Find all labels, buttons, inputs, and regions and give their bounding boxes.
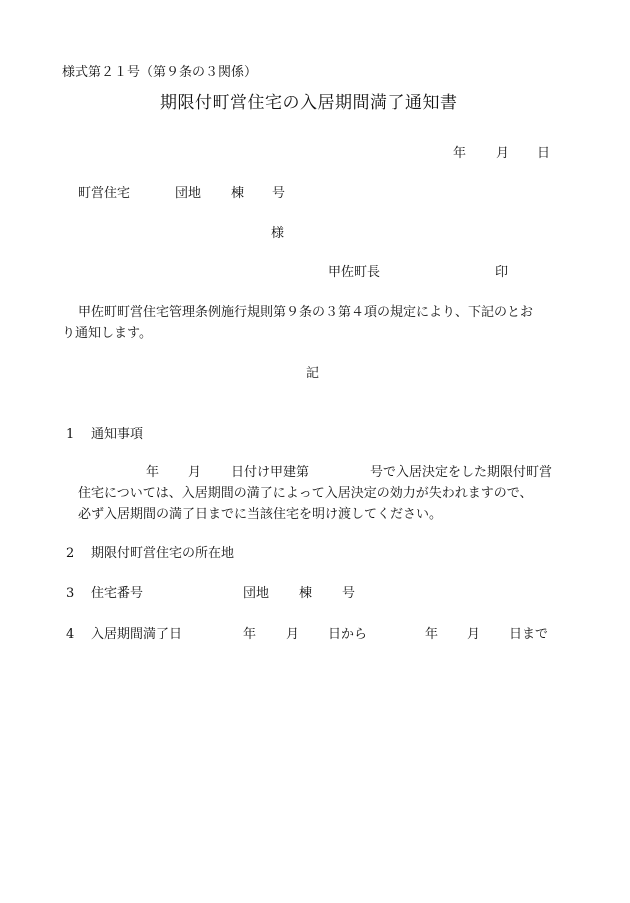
item-4-from: 日から [328,627,368,642]
date-month: 月 [496,146,510,161]
addressee-honorific: 様 [271,226,285,241]
item-1-body-line-1-tail: 号で入居決定をした期限付町営 [370,465,553,480]
date-day: 日 [537,146,551,161]
item-4-month-2: 月 [467,627,481,642]
date-year: 年 [453,146,467,161]
item-2-number: 2 [66,546,75,561]
item-1-title: 通知事項 [91,427,144,442]
item-2-title: 期限付町営住宅の所在地 [91,546,235,561]
item-3-title: 住宅番号 [91,586,144,601]
item-1-body-line-2: 住宅については、入居期間の満了によって入居決定の効力が失われますので、 [78,486,533,501]
seal-mark: 印 [495,265,509,280]
item-1-year: 年 [146,465,160,480]
addressee-building: 棟 [231,186,245,201]
item-4-until: 日まで [509,627,549,642]
intro-line-1: 甲佐町町営住宅管理条例施行規則第９条の３第４項の規定により、下記のとお [78,305,534,320]
document-title: 期限付町営住宅の入居期間満了通知書 [160,93,458,113]
addressee-housing-label: 町営住宅 [78,186,131,201]
item-3-building: 棟 [299,586,313,601]
item-1-number: 1 [66,427,75,442]
item-4-year-1: 年 [243,627,257,642]
item-4-year-2: 年 [425,627,439,642]
item-3-number: 3 [66,586,75,601]
form-label: 様式第２１号（第９条の３関係） [62,65,258,80]
item-1-dated-issued: 日付け甲建第 [231,465,310,480]
intro-line-2: り通知します。 [62,326,152,341]
item-3-number-label: 号 [342,586,356,601]
item-4-title: 入居期間満了日 [91,627,183,642]
item-4-month-1: 月 [286,627,300,642]
item-1-month: 月 [188,465,202,480]
addressee-estate: 団地 [175,186,202,201]
item-3-estate: 団地 [243,586,270,601]
ki-heading: 記 [306,366,320,381]
item-1-body-line-3: 必ず入居期間の満了日までに当該住宅を明け渡してください。 [78,507,443,522]
addressee-number: 号 [272,186,286,201]
item-4-number: 4 [66,627,75,642]
sender-name: 甲佐町長 [328,265,381,280]
